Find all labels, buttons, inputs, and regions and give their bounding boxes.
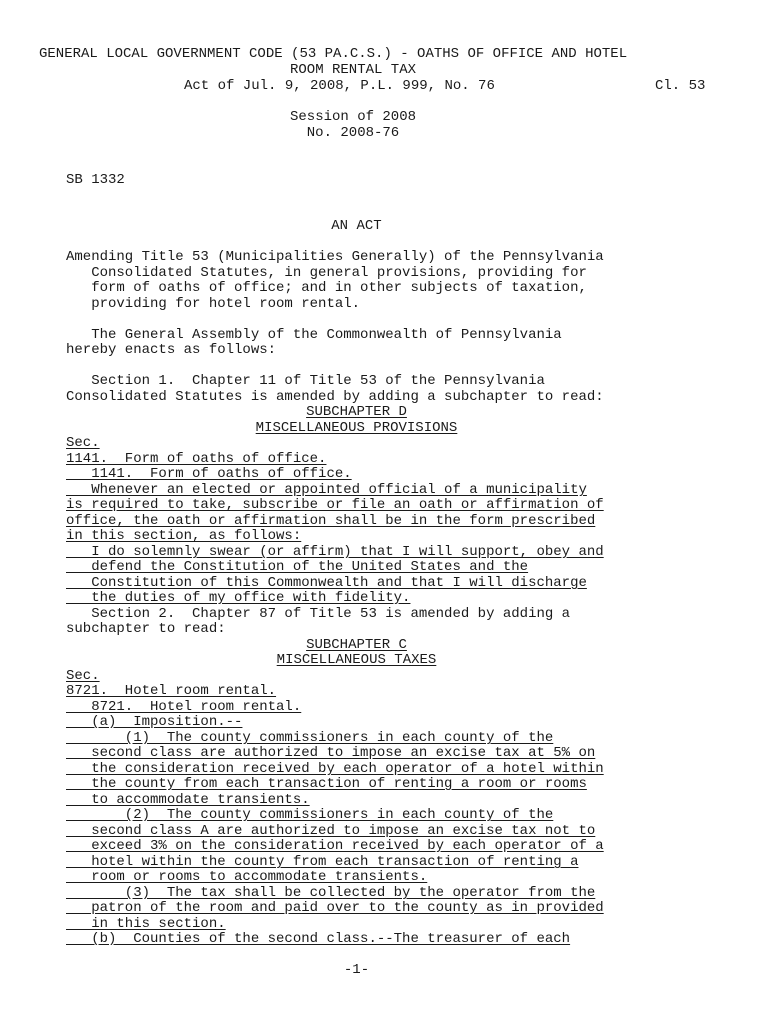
paragraph-1-line: the county from each transaction of renting a room or rooms <box>66 776 587 792</box>
act-number: No. 2008-76 <box>306 125 400 141</box>
section-1141-body-line: in this section, as follows: <box>66 528 302 544</box>
paragraph-2-line: exceed 3% on the consideration received by each operator of a <box>66 838 604 854</box>
subchapter-c-title: MISCELLANEOUS TAXES <box>276 652 437 668</box>
paragraph-1-line: second class are authorized to impose an excise tax at 5% on <box>66 745 596 761</box>
paragraph-1-line: to accommodate transients. <box>66 792 310 808</box>
paragraph-3-line: (3) The tax shall be collected by the operator from the <box>66 885 596 901</box>
subchapter-c-heading: SUBCHAPTER C <box>306 637 407 653</box>
preamble-line: Consolidated Statutes, in general provisions, providing for <box>66 265 587 281</box>
oath-text-line: I do solemnly swear (or affirm) that I will support, obey and <box>66 544 604 560</box>
oath-text-line: the duties of my office with fidelity. <box>66 590 411 606</box>
toc-entry-1141: 1141. Form of oaths of office. <box>66 451 327 467</box>
oath-text-line: defend the Constitution of the United States and the <box>66 559 529 575</box>
paragraph-2-line: second class A are authorized to impose an excise tax not to <box>66 823 596 839</box>
subsection-a-heading: (a) Imposition.-- <box>66 714 243 730</box>
paragraph-2-line: (2) The county commissioners in each county of the <box>66 807 554 823</box>
section-1141-body-line: office, the oath or affirmation shall be in the form prescribed <box>66 513 596 529</box>
toc-sec-label: Sec. <box>66 668 100 684</box>
section1-intro-line: Consolidated Statutes is amended by adding a subchapter to read: <box>66 389 604 405</box>
paragraph-3-line: patron of the room and paid over to the county as in provided <box>66 900 604 916</box>
section-8721-heading: 8721. Hotel room rental. <box>66 699 302 715</box>
class-label: Cl. 53 <box>655 78 706 94</box>
section-1141-heading: 1141. Form of oaths of office. <box>66 466 352 482</box>
section2-intro-line: Section 2. Chapter 87 of Title 53 is amended by adding a <box>66 606 571 622</box>
session-label: Session of 2008 <box>289 109 417 125</box>
paragraph-1-line: (1) The county commissioners in each county of the <box>66 730 554 746</box>
paragraph-2-line: room or rooms to accommodate transients. <box>66 869 428 885</box>
paragraph-2-line: hotel within the county from each transaction of renting a <box>66 854 579 870</box>
enacting-clause-line: The General Assembly of the Commonwealth of Pennsylvania <box>66 327 562 343</box>
act-citation: Act of Jul. 9, 2008, P.L. 999, No. 76 <box>184 78 495 94</box>
oath-text-line: Constitution of this Commonwealth and that I will discharge <box>66 575 587 591</box>
section2-intro-line: subchapter to read: <box>66 621 226 637</box>
preamble-line: providing for hotel room rental. <box>66 296 361 312</box>
toc-entry-8721: 8721. Hotel room rental. <box>66 683 277 699</box>
toc-sec-label: Sec. <box>66 435 100 451</box>
section-1141-body-line: Whenever an elected or appointed official of a municipality <box>66 482 587 498</box>
page-number: -1- <box>343 962 370 978</box>
section-1141-body-line: is required to take, subscribe or file an oath or affirmation of <box>66 497 604 513</box>
preamble-line: form of oaths of office; and in other subjects of taxation, <box>66 280 587 296</box>
paragraph-1-line: the consideration received by each operator of a hotel within <box>66 761 604 777</box>
enacting-clause-line: hereby enacts as follows: <box>66 342 277 358</box>
paragraph-3-line: in this section. <box>66 916 226 932</box>
act-heading: AN ACT <box>331 218 382 234</box>
section1-intro-line: Section 1. Chapter 11 of Title 53 of the Pennsylvania <box>66 373 545 389</box>
bill-number: SB 1332 <box>66 172 125 188</box>
subchapter-d-heading: SUBCHAPTER D <box>306 404 407 420</box>
document-title-line2: ROOM RENTAL TAX <box>289 62 417 78</box>
preamble-line: Amending Title 53 (Municipalities Generally) of the Pennsylvania <box>66 249 604 265</box>
subsection-b-heading: (b) Counties of the second class.--The treasurer of each <box>66 931 571 947</box>
subchapter-d-title: MISCELLANEOUS PROVISIONS <box>255 420 458 436</box>
document-title-line1: GENERAL LOCAL GOVERNMENT CODE (53 PA.C.S.) - OATHS OF OFFICE AND HOTEL <box>39 46 628 62</box>
